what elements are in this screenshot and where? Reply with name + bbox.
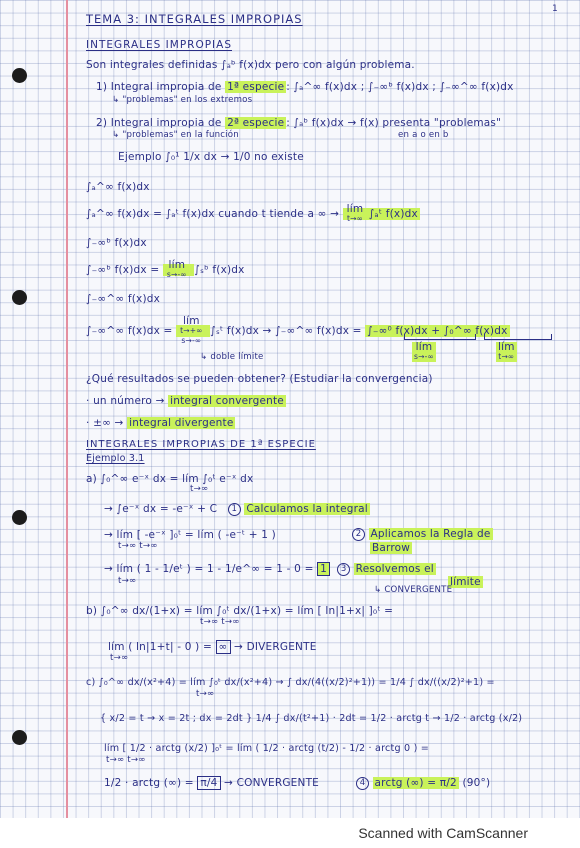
example-title: Ejemplo 3.1 (86, 453, 145, 464)
step-text: Aplicamos la Regla de (370, 528, 491, 540)
bullet-prefix: · ±∞ → (86, 417, 124, 429)
ex-c-note (356, 776, 490, 790)
lim-sub: s→-∞ (181, 336, 202, 345)
case2-tail: ∫ₛᵇ f(x)dx (194, 264, 245, 276)
case2-body: ∫₋∞ᵇ f(x)dx = (86, 264, 160, 276)
type2-note: ↳ "problemas" en la función (112, 130, 239, 140)
note-degrees: (90°) (462, 777, 491, 789)
case2-line (86, 260, 245, 280)
lim-label: lím (415, 341, 433, 353)
underbrace (404, 334, 476, 340)
section-title: INTEGRALES IMPROPIAS DE 1ª ESPECIE (86, 439, 316, 450)
ex-b-limit: lím ( ln|1+t| - 0 ) = (108, 641, 212, 653)
binder-hole (12, 68, 27, 83)
ex-a-line3-sub: t→∞ t→∞ (118, 541, 158, 551)
ex-c-line3-sub: t→∞ t→∞ (106, 755, 146, 765)
step-number: 1 (228, 503, 241, 516)
ex-c-line1-sub: t→∞ (196, 689, 215, 699)
type1-line: 1) Integral impropia de 1ª especie : ∫ₐ^∞ f(x)dx ; ∫₋∞ᵇ f(x)dx ; ∫₋∞^∞ f(x)dx (96, 81, 514, 93)
result-box: ∞ (216, 640, 231, 654)
lim-sub: s→-∞ (166, 270, 187, 279)
case3-lim-b (494, 342, 519, 362)
case1-highlight (343, 203, 420, 223)
type2-prefix: 2) Integral impropia de (96, 117, 222, 129)
type2-where: en a o en b (398, 130, 449, 140)
lim-sub: s→-∞ (414, 352, 434, 361)
type2-line: 2) Integral impropia de 2ª especie : ∫ₐᵇ f(x)dx → f(x) presenta "problemas" (96, 117, 502, 129)
ex-b-line1: b) ∫₀^∞ dx/(1+x) = lím ∫₀ᵗ dx/(1+x) = lím [ ln|1+x| ]₀ᵗ = (86, 605, 394, 617)
type1-highlight: 1ª especie (227, 81, 285, 93)
case1-body: ∫ₐ^∞ f(x)dx = ∫ₐᵗ f(x)dx cuando t tiende a ∞ → (86, 208, 340, 220)
case2-highlight (163, 259, 195, 279)
section-title: INTEGRALES IMPROPIAS (86, 39, 232, 51)
case3-line (86, 316, 510, 346)
type2-formula: ∫ₐᵇ f(x)dx → f(x) presenta "problemas" (293, 117, 502, 129)
bullet-prefix: · un número → (86, 395, 165, 407)
lim-label: lím (183, 315, 200, 327)
step-text: límite (450, 576, 481, 588)
ex-a-line3: → lím [ -e⁻ˣ ]₀ᵗ = lím ( -e⁻ᵗ + 1 ) (104, 529, 276, 541)
ex-a-limit: → lím ( 1 - 1/eᵗ ) = 1 - 1/e^∞ = 1 - 0 = (104, 563, 314, 575)
step-text: Resolvemos el (355, 563, 434, 575)
case3-note: ↳ doble límite (200, 352, 264, 362)
ex-c-line2: { x/2 = t → x = 2t ; dx = 2dt } 1/4 ∫ dx/(t²+1) · 2dt = 1/2 · arctg t → 1/2 · arctg (x/2) (100, 713, 523, 724)
scanner-watermark: Scanned with CamScanner (358, 825, 528, 841)
lim-sub: t→∞ (346, 214, 364, 223)
ex-c-final: 1/2 · arctg (∞) = (104, 777, 194, 789)
example-label: Ejemplo (118, 151, 162, 163)
bullet-label: integral divergente (129, 417, 234, 429)
result-box: π/4 (197, 776, 220, 790)
case1-line (86, 204, 420, 224)
example-formula: ∫₀¹ 1/x dx → 1/0 no existe (165, 151, 304, 163)
ex-a-line2 (104, 502, 370, 516)
case3-highlight (176, 315, 210, 345)
page-number: 1 (552, 4, 558, 14)
step-number: 4 (356, 777, 369, 790)
convergence-bullet-1 (86, 394, 286, 408)
ex-a-line4 (104, 562, 436, 576)
binder-hole (12, 510, 27, 525)
case3-head: ∫₋∞^∞ f(x)dx (86, 293, 161, 305)
ex-a-line4-sub: t→∞ (118, 576, 137, 586)
ex-a-line1-sub: t→∞ (190, 484, 209, 494)
lim-sub: t→+∞ (180, 326, 203, 335)
definition-text: Son integrales definidas ∫ₐᵇ f(x)dx pero con algún problema. (86, 59, 415, 71)
convergence-bullet-2 (86, 416, 235, 430)
type2-highlight: 2ª especie (227, 117, 285, 129)
page-title: TEMA 3: INTEGRALES IMPROPIAS (86, 12, 303, 26)
note-text: arctg (∞) = π/2 (374, 777, 457, 789)
ex-a-verdict: ↳ CONVERGENTE (374, 585, 453, 595)
ex-a-integral: → ∫e⁻ˣ dx = -e⁻ˣ + C (104, 503, 218, 515)
ex-b-line2-sub: t→∞ (110, 653, 129, 663)
ex-b-verdict: → DIVERGENTE (234, 641, 317, 653)
lim-label: lím (168, 259, 186, 271)
ex-c-line1: c) ∫₀^∞ dx/(x²+4) = lím ∫₀ᵗ dx/(x²+4) → ∫ dx/(4((x/2)²+1)) = 1/4 ∫ dx/((x/2)²+1) = (86, 677, 495, 688)
ex-c-line4 (104, 776, 319, 790)
ex-b-line1-sub: t→∞ t→∞ (200, 617, 240, 627)
case2-head: ∫₋∞ᵇ f(x)dx (86, 237, 147, 249)
ex-c-verdict: → CONVERGENTE (224, 777, 320, 789)
bullet-label: integral convergente (170, 395, 284, 407)
step-number: 3 (337, 563, 350, 576)
result-box: 1 (317, 562, 330, 576)
ex-b-line2 (108, 640, 317, 654)
type1-note: ↳ "problemas" en los extremos (112, 95, 253, 105)
ex-c-line3: lím [ 1/2 · arctg (x/2) ]₀ᵗ = lím ( 1/2 · arctg (t/2) - 1/2 · arctg 0 ) = (104, 743, 430, 754)
ex-a-step2 (352, 527, 493, 541)
case1-head: ∫ₐ^∞ f(x)dx (86, 181, 150, 193)
ex-a-step3b (448, 575, 483, 589)
case3-mid: ∫ₛᵗ f(x)dx → ∫₋∞^∞ f(x)dx = (210, 325, 362, 337)
type1-prefix: 1) Integral impropia de (96, 81, 222, 93)
case3-split: ∫₋∞⁰ f(x)dx + ∫₀^∞ f(x)dx (367, 325, 508, 337)
ex-a-step2b (370, 541, 412, 555)
lim-label: lím (346, 203, 364, 215)
type1-formula: ∫ₐ^∞ f(x)dx ; ∫₋∞ᵇ f(x)dx ; ∫₋∞^∞ f(x)dx (293, 81, 514, 93)
ex-a-line1: a) ∫₀^∞ e⁻ˣ dx = lím ∫₀ᵗ e⁻ˣ dx (86, 473, 254, 485)
step-text: Barrow (372, 542, 411, 554)
case3-body: ∫₋∞^∞ f(x)dx = (86, 325, 173, 337)
step-text: Calculamos la integral (246, 503, 368, 515)
case3-lim-a (410, 342, 438, 362)
binder-hole (12, 290, 27, 305)
margin-line (66, 0, 68, 818)
step-number: 2 (352, 528, 365, 541)
type2-example (118, 150, 304, 164)
binder-hole (12, 730, 27, 745)
case1-tail: ∫ₐᵗ f(x)dx (368, 208, 418, 220)
underbrace (484, 334, 552, 340)
lim-sub: t→∞ (498, 352, 515, 361)
lim-label: lím (498, 341, 515, 353)
convergence-question: ¿Qué resultados se pueden obtener? (Estudiar la convergencia) (86, 373, 433, 385)
scanner-footer (0, 818, 580, 848)
